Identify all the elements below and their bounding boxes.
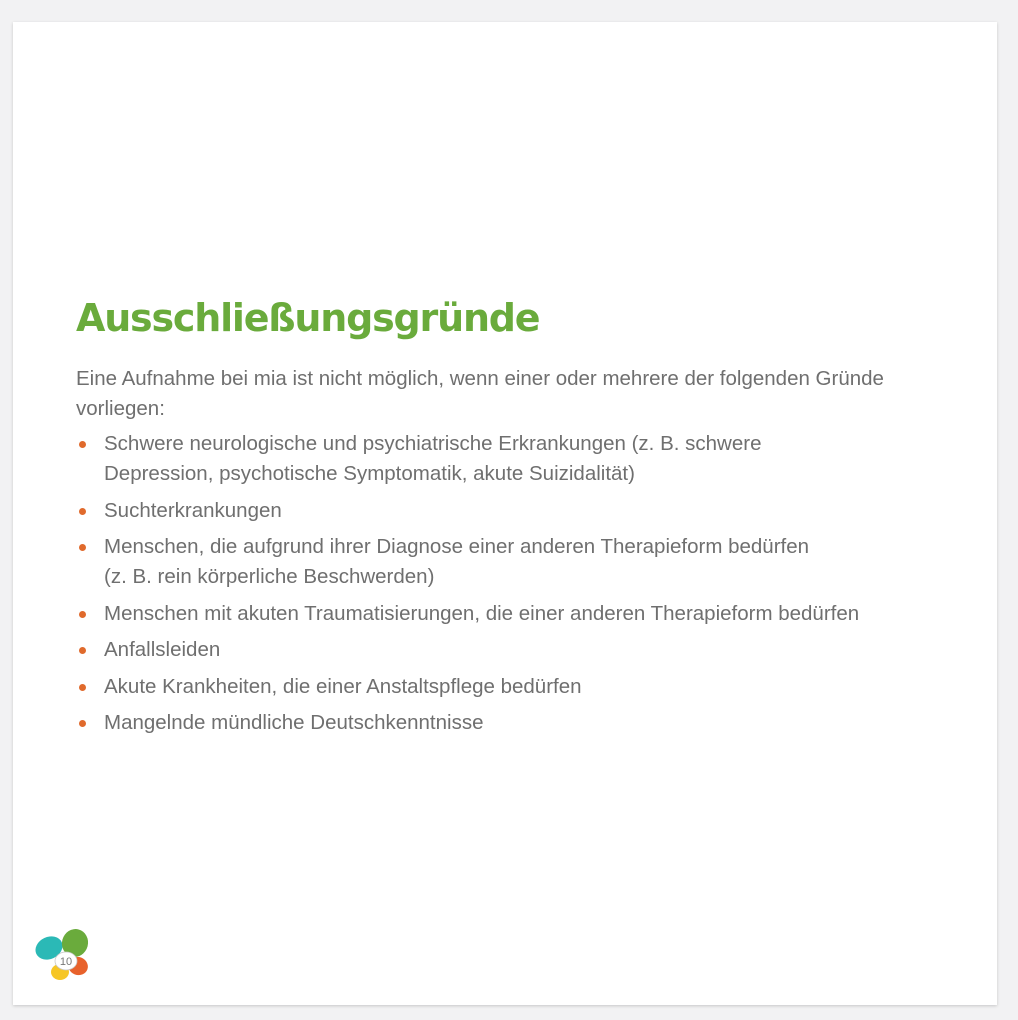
mia-clover-logo-icon	[32, 925, 94, 987]
bullet-icon	[79, 441, 86, 448]
list-item	[76, 429, 956, 489]
document-page	[13, 22, 997, 1005]
list-item	[76, 672, 956, 702]
intro-paragraph: Eine Aufnahme bei mia ist nicht möglich, wenn einer oder mehrere der folgenden Gründe vorliegen:	[76, 367, 884, 420]
page-content	[76, 294, 956, 745]
bullet-icon	[79, 720, 86, 727]
list-item	[76, 635, 956, 665]
list-item-line: Menschen, die aufgrund ihrer Diagnose einer anderen Therapieform bedürfen	[104, 535, 810, 558]
list-item-line: (z. B. rein körperliche Beschwerden)	[104, 565, 435, 588]
list-item-line: Menschen mit akuten Traumatisierungen, die einer anderen Therapieform bedürfen	[104, 601, 860, 625]
exclusion-reasons-list	[76, 429, 956, 738]
bullet-icon	[79, 544, 86, 551]
page-title: Ausschließungsgründe	[76, 296, 540, 340]
bullet-icon	[79, 611, 86, 618]
list-item	[76, 599, 956, 629]
list-item	[76, 496, 956, 526]
list-item	[76, 532, 956, 592]
list-item-line: Mangelnde mündliche Deutschkenntnisse	[104, 711, 484, 734]
list-item-line: Anfallsleiden	[104, 638, 221, 661]
bullet-icon	[79, 508, 86, 515]
list-item-line: Akute Krankheiten, die einer Anstaltspflege bedürfen	[104, 674, 582, 698]
list-item	[76, 708, 956, 738]
list-item-line: Schwere neurologische und psychiatrische Erkrankungen (z. B. schwere	[104, 432, 762, 455]
bullet-icon	[79, 684, 86, 691]
bullet-icon	[79, 647, 86, 654]
list-item-line: Depression, psychotische Symptomatik, akute Suizidalität)	[104, 462, 635, 485]
page-number: 10	[59, 956, 73, 968]
list-item-line: Suchterkrankungen	[104, 498, 282, 522]
